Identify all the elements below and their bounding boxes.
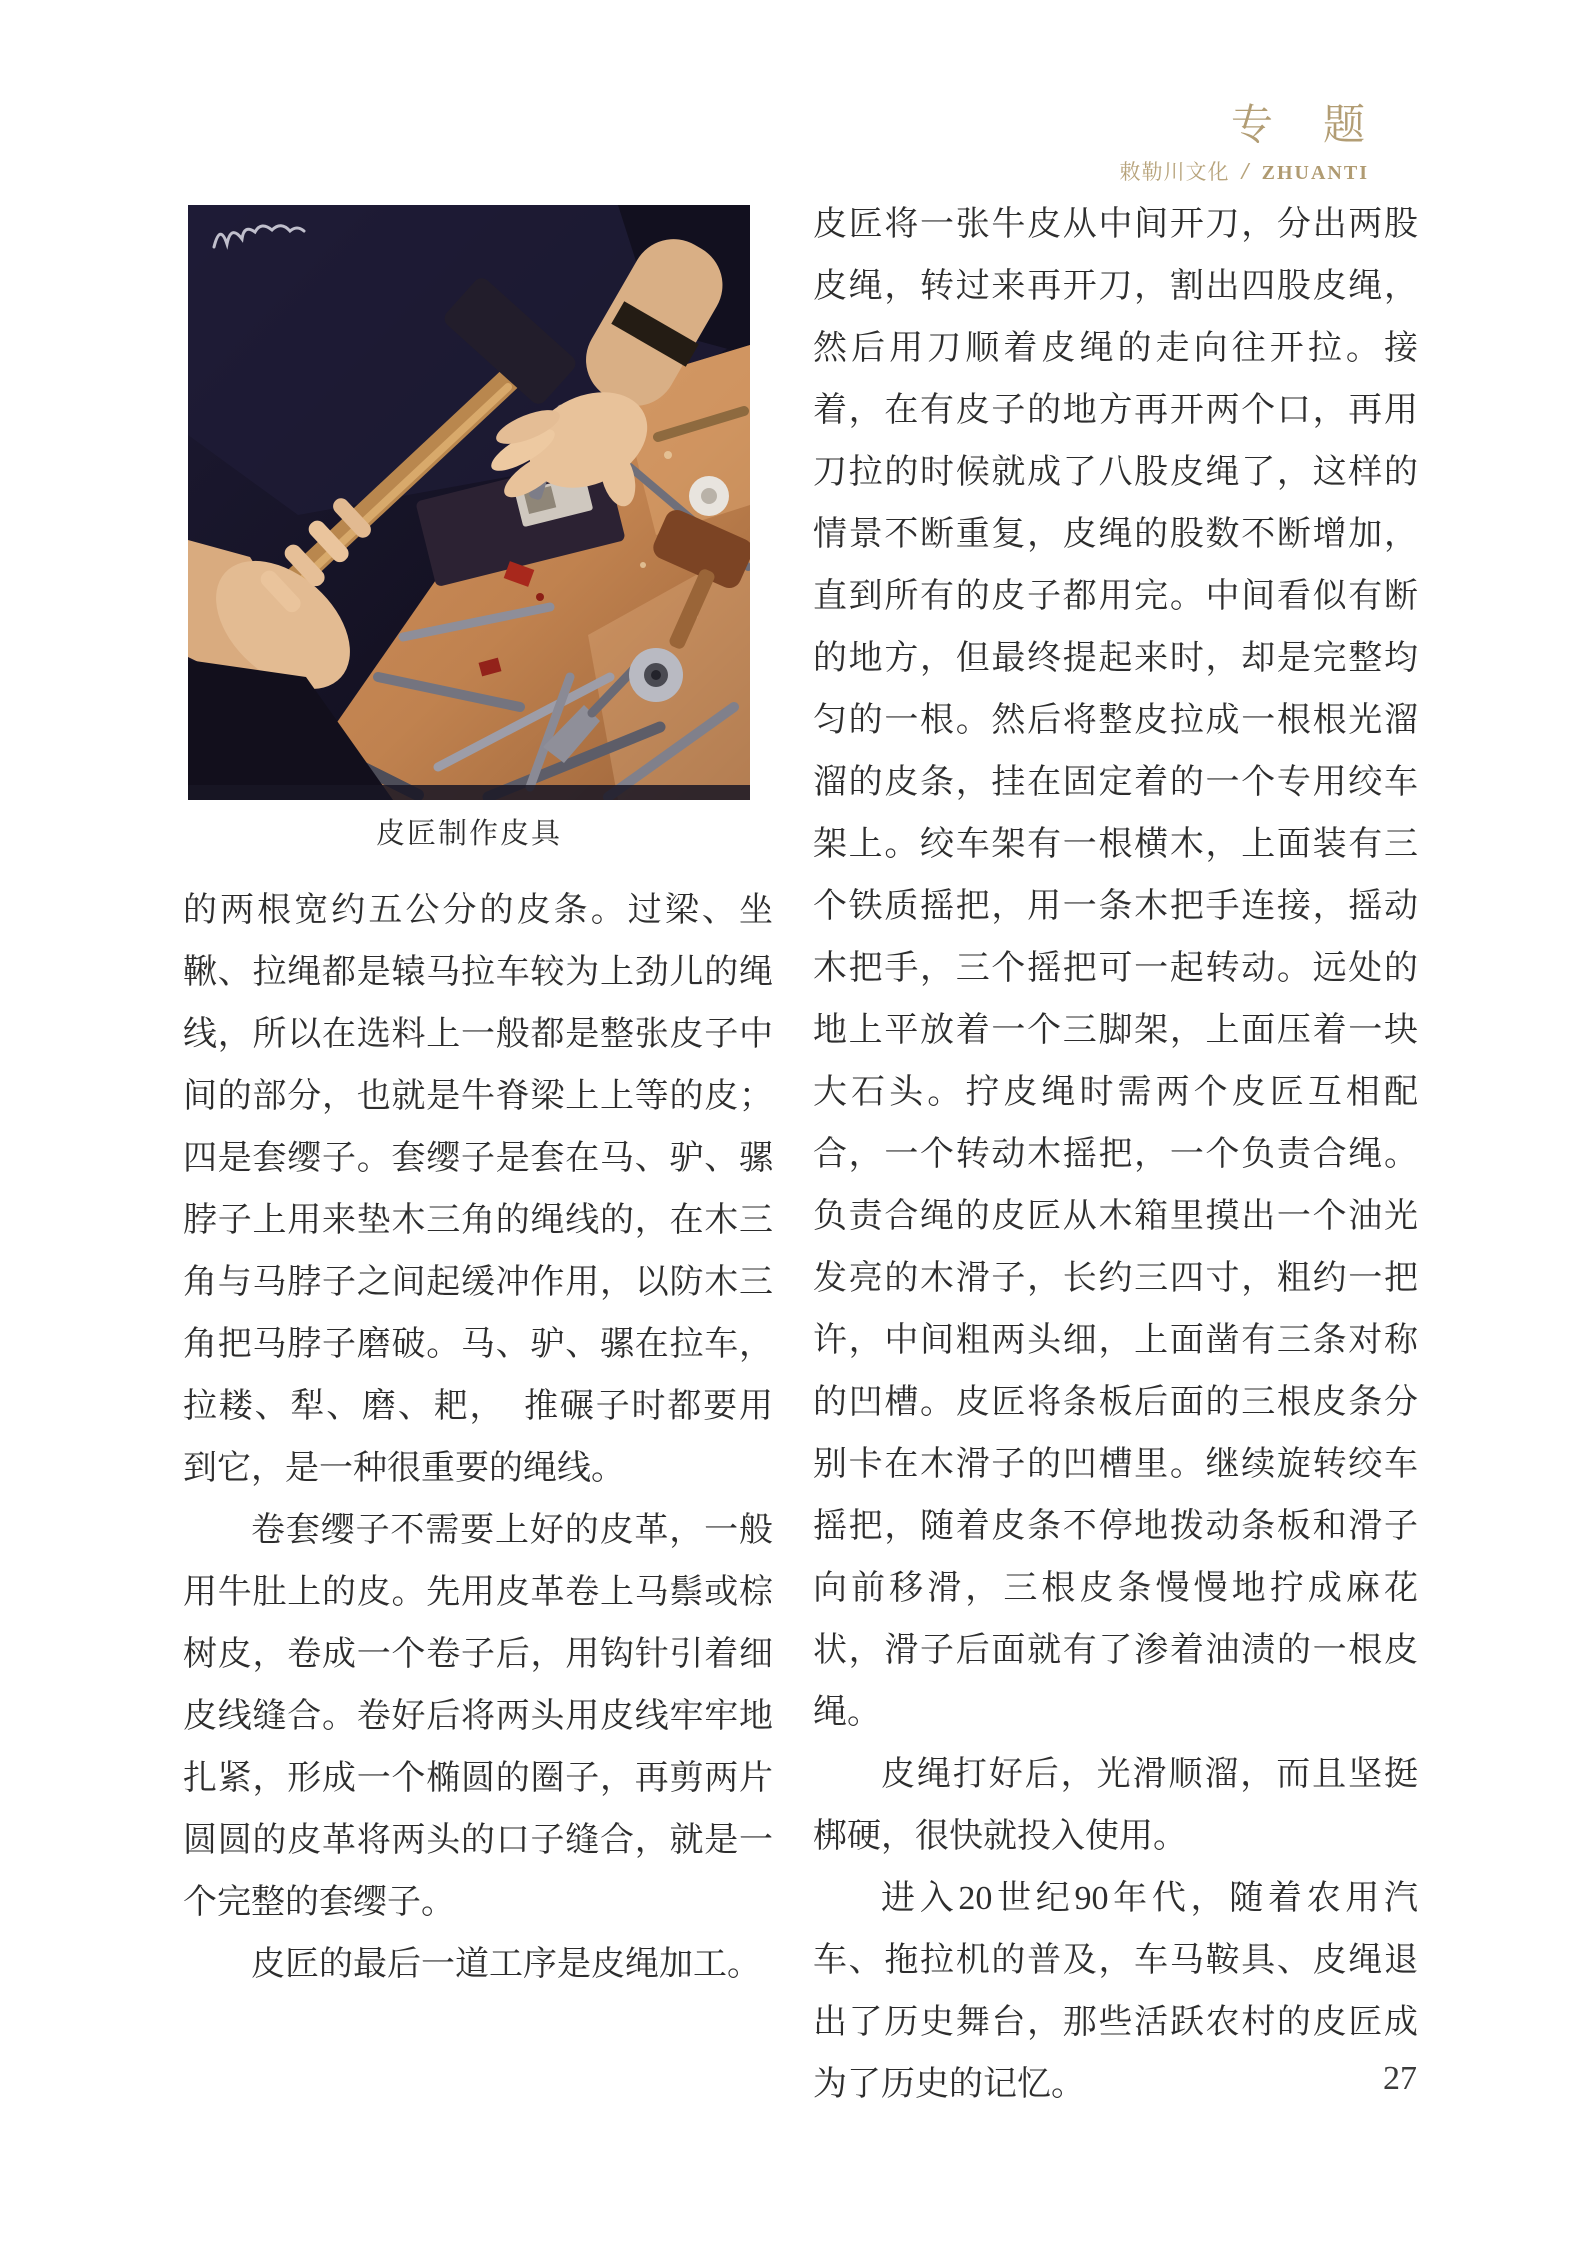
paragraph: 卷套缨子不需要上好的皮革，一般用牛肚上的皮。先用皮革卷上马鬃或棕树皮，卷成一个卷子后，用钩针引着细皮线缝合。卷好后将两头用皮线牢牢地扎紧，形成一个椭圆的圈子，再剪两片圆圆的皮革将两头的口子缝合，就是一个完整的套缨子。 xyxy=(183,1512,773,1921)
section-title: 专 题 xyxy=(1230,103,1369,149)
section-subtitle xyxy=(1119,156,1369,186)
paragraph: 皮匠的最后一道工序是皮绳加工。 xyxy=(251,1946,761,1983)
section-subtitle-cn: 敕勒川文化 xyxy=(1119,159,1230,184)
leathercraft-photo xyxy=(188,205,750,800)
left-column xyxy=(183,205,773,1996)
page-header xyxy=(1119,100,1369,186)
paragraph: 皮匠将一张牛皮从中间开刀，分出两股皮绳，转过来再开刀，割出四股皮绳，然后用刀顺着皮绳的走向往开拉。接着，在有皮子的地方再开两个口，再用刀拉的时候就成了八股皮绳了，这样的情景不断重复，皮绳的股数不断增加，直到所有的皮子都用完。中间看似有断的地方，但最终提起来时，却是完整均匀的一根。然后将整皮拉成一根根光溜溜的皮条，挂在固定着的一个专用绞车架上。绞车架有一根横木，上面装有三个铁质摇把，用一条木把手连接，摇动木把手，三个摇把可一起转动。远处的地上平放着一个三脚架，上面压着一块大石头。拧皮绳时需两个皮匠互相配合，一个转动木摇把，一个负责合绳。负责合绳的皮匠从木箱里摸出一个油光发亮的木滑子，长约三四寸，粗约一把许，中间粗两头细，上面凿有三条对称的凹槽。皮匠将条板后面的三根皮条分别卡在木滑子的凹槽里。继续旋转绞车摇把，随着皮条不停地拨动条板和滑子向前移滑，三根皮条慢慢地拧成麻花状，滑子后面就有了渗着油渍的一根皮绳。 xyxy=(813,206,1418,1731)
right-column-text xyxy=(813,194,1418,2116)
photo-figure xyxy=(188,205,750,854)
subtitle-divider: / xyxy=(1241,158,1250,185)
left-column-text xyxy=(183,880,773,1996)
paragraph: 的两根宽约五公分的皮条。过梁、坐鞦、拉绳都是辕马拉车较为上劲儿的绳线，所以在选料上一般都是整张皮子中间的部分，也就是牛脊梁上上等的皮；四是套缨子。套缨子是套在马、驴、骡脖子上用来垫木三角的绳线的，在木三角与马脖子之间起缓冲作用，以防木三角把马脖子磨破。马、驴、骡在拉车，拉耧、犁、磨、耙， 推碾子时都要用到它，是一种很重要的绳线。 xyxy=(183,892,773,1487)
photo-caption: 皮匠制作皮具 xyxy=(375,818,562,850)
section-subtitle-en: ZHUANTI xyxy=(1261,161,1369,184)
paragraph: 皮绳打好后，光滑顺溜，而且坚挺梆硬，很快就投入使用。 xyxy=(813,1756,1418,1855)
paragraph: 进入20世纪90年代，随着农用汽车、拖拉机的普及，车马鞍具、皮绳退出了历史舞台，那些活跃农村的皮匠成为了历史的记忆。 xyxy=(813,1880,1418,2103)
right-column xyxy=(813,194,1418,2116)
page-number: 27 xyxy=(1383,2060,1417,2097)
